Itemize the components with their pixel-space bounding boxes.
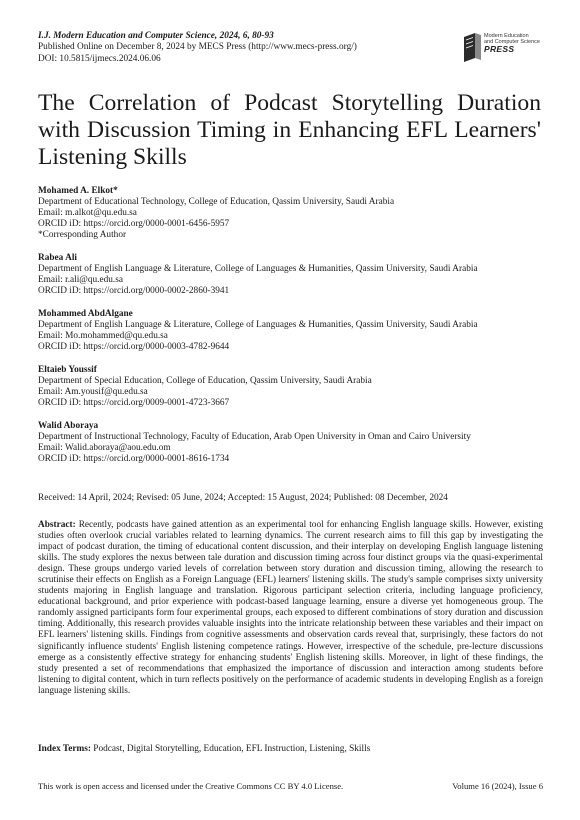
author-affiliation: Department of Special Education, College of Education, Qassim University, Saudi Arabia xyxy=(38,375,372,386)
page-footer xyxy=(38,781,543,791)
author-affiliation: Department of Educational Technology, College of Education, Qassim University, Saudi Arabia xyxy=(38,197,395,208)
publication-dates: Received: 14 April, 2024; Revised: 05 June, 2024; Accepted: 15 August, 2024; Published: 08 December, 2024 xyxy=(38,493,448,503)
journal-header xyxy=(38,31,357,65)
author-affiliation: Department of English Language & Literature, College of Languages & Humanities, Qassim University, Saudi Arabia xyxy=(38,264,478,275)
author-block xyxy=(38,253,548,297)
abstract-label: Abstract: xyxy=(38,520,76,530)
author-name: Eltaieb Youssif xyxy=(38,364,97,375)
author-block xyxy=(38,421,548,465)
author-name: Mohammed AbdAlgane xyxy=(38,308,133,319)
author-email[interactable]: Email: Mo.mohammed@qu.edu.sa xyxy=(38,331,168,342)
license-note[interactable]: This work is open access and licensed under the Creative Commons CC BY 4.0 License. xyxy=(38,781,344,791)
index-terms-text: Podcast, Digital Storytelling, Education, EFL Instruction, Listening, Skills xyxy=(93,744,371,754)
abstract xyxy=(38,520,543,697)
author-name: Mohamed A. Elkot* xyxy=(38,186,118,196)
author-orcid[interactable]: ORCID iD: https://orcid.org/0000-0002-2860-3941 xyxy=(38,286,230,297)
book-icon xyxy=(462,31,482,62)
author-email[interactable]: Email: r.ali@qu.edu.sa xyxy=(38,275,123,286)
author-list xyxy=(38,186,548,476)
author-affiliation: Department of English Language & Literature, College of Languages & Humanities, Qassim University, Saudi Arabia xyxy=(38,319,478,330)
author-email[interactable]: Email: Am.yousif@qu.edu.sa xyxy=(38,386,148,397)
author-email[interactable]: Email: Walid.aboraya@aou.edu.om xyxy=(38,442,171,453)
author-orcid[interactable]: ORCID iD: https://orcid.org/0009-0001-4723-3667 xyxy=(38,398,230,408)
journal-citation: I.J. Modern Education and Computer Science, 2024, 6, 80-93 xyxy=(38,31,274,41)
author-name: Walid Aboraya xyxy=(38,420,99,431)
author-affiliation: Department of Instructional Technology, Faculty of Education, Arab Open University in Oman and Cairo University xyxy=(38,431,471,442)
paper-title: The Correlation of Podcast Storytelling Duration with Discussion Timing in Enhancing EFL Learners' Listening Skills xyxy=(38,90,541,170)
author-orcid[interactable]: ORCID iD: https://orcid.org/0000-0001-6456-5957 xyxy=(38,219,230,230)
mecs-press-logo xyxy=(462,29,544,67)
author-orcid[interactable]: ORCID iD: https://orcid.org/0000-0001-8616-1734 xyxy=(38,453,230,464)
publication-info[interactable]: Published Online on December 8, 2024 by MECS Press (http://www.mecs-press.org/) xyxy=(38,42,357,53)
author-name: Rabea Ali xyxy=(38,252,77,263)
author-block xyxy=(38,186,548,241)
author-email[interactable]: Email: m.alkot@qu.edu.sa xyxy=(38,208,137,219)
doi[interactable]: DOI: 10.5815/ijmecs.2024.06.06 xyxy=(38,53,161,64)
author-block xyxy=(38,365,548,409)
author-affiliation: *Corresponding Author xyxy=(38,230,127,241)
author-block xyxy=(38,309,548,353)
index-terms-label: Index Terms: xyxy=(38,744,91,754)
abstract-text: Recently, podcasts have gained attention as an experimental tool for enhancing English language skills. However, existing studies often overlook crucial variables related to learning dynamics. The current research aims to fill this gap by investigating the impact of podcast duration, the timing of educational content discussion, and their interplay on developing English language listening skills. The study explores the nexus between tale duration and discussion timing across four distinct groups via the quasi-experimental design. These groups undergo varied levels of correlation between story duration and discussion timing, allowing the research to scrutinise their effects on English as a Foreign Language (EFL) learners' listening skills. The study's sample comprises sixty university students majoring in English language and translation. Rigorous participant selection criteria, including language proficiency, educational background, and prior experience with podcast-based language learning, ensure a diverse yet homogeneous group. The randomly assigned participants form four experimental groups, each exposed to different combinations of story duration and discussion timing. Additionally, this research provides valuable insights into the intricate relationship between these variables and their impact on EFL learners' listening skills. Findings from cognitive assessments and observation cards reveal that, surprisingly, these factors do not significantly influence students' English listening competence ratings. However, irrespective of the schedule, pre-lecture discussions emerge as a consistently effective strategy for enhancing students' English listening skills. Moreover, in light of these findings, the study presented a set of recommendations that emphasized the importance of discussion and interaction among students before listening to digital content, which in turn reflects positively on the performance of academic students in developing English as a foreign language listening skills. xyxy=(38,520,543,696)
logo-wordmark: Modern Education and Computer Science PRESS xyxy=(484,33,540,54)
volume-issue: Volume 16 (2024), Issue 6 xyxy=(452,781,543,791)
author-orcid[interactable]: ORCID iD: https://orcid.org/0000-0003-4782-9644 xyxy=(38,342,230,353)
index-terms xyxy=(38,744,370,754)
